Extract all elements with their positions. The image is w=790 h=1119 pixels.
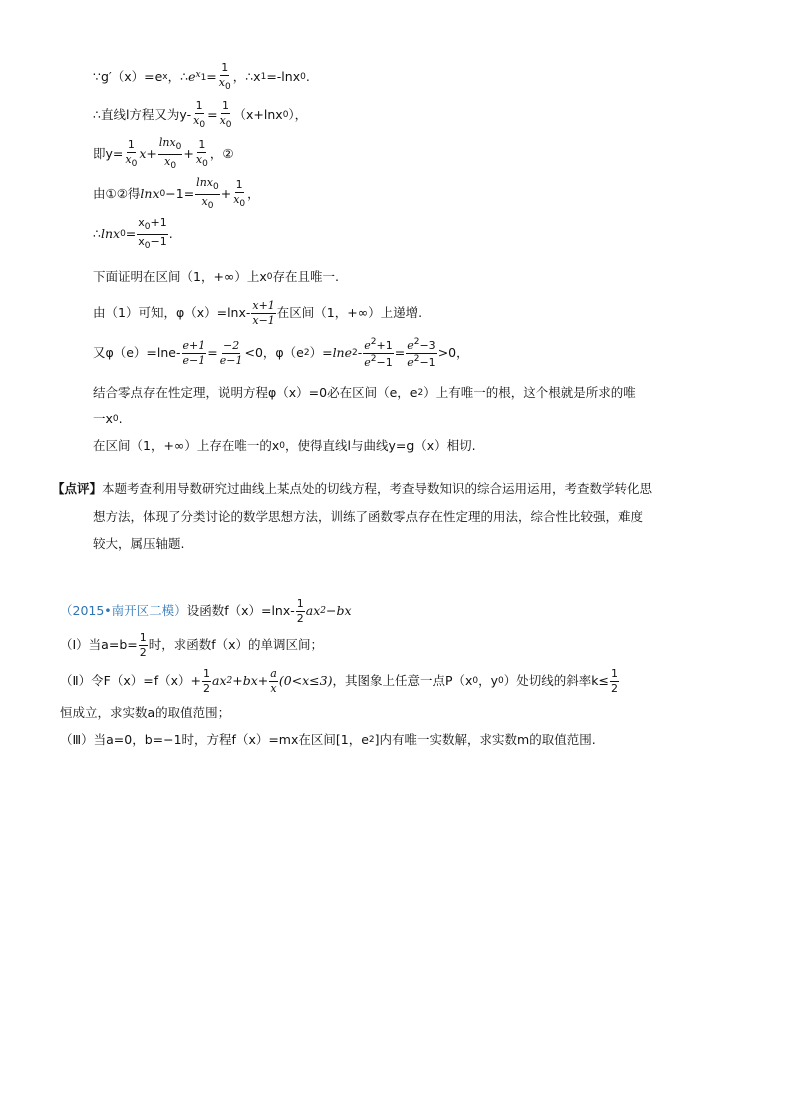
fraction: $\frac{-2}{e-1}$ [219,338,243,367]
fraction: $\frac{\ln x_0}{x_0}$ [196,176,219,211]
solution-line-4: 由①②得 lnx 0 −1= $\frac{\ln x_0}{x_0}$ + $\frac{1}{x_0}$ ， [93,176,260,211]
fraction: $\frac{1}{2}$ [203,666,210,695]
problem-part-1: （Ⅰ）当a=b= $\frac{1}{2}$ 时，求函数f（x）的单调区间； [60,630,324,659]
solution-line-7: 由（1）可知，φ（x）=lnx- $\frac{x+1}{x-1}$ 在区间（1，+∞）上递增. [93,298,423,327]
fraction: $\frac{e^2-3}{e^2-1}$ [407,336,436,369]
fraction: $\frac{x+1}{x-1}$ [252,298,275,327]
fraction: $\frac{1}{x_0}$ [219,99,232,130]
fraction: $\frac{x_0+1}{x_0-1}$ [138,216,167,251]
solution-line-6: 下面证明在区间（1，+∞）上x 0 存在且唯一. [93,268,339,284]
fraction: $\frac{1}{2}$ [611,666,618,695]
problem-part-2: （Ⅱ）令F（x）=f（x）+ $\frac{1}{2}$ ax 2 +bx+ $\frac{a}{x}$ (0<x≤3) ，其图象上任意一点P（x 0 ，y 0 ）处切线的斜率k≤ $\frac{1}{2}$ [60,666,618,695]
fraction: $\frac{1}{x_0}$ [218,61,231,92]
problem-source[interactable]: （2015•南开区二模） [60,602,187,618]
solution-line-8: 又φ（e）=lne- $\frac{e+1}{e-1}$ = $\frac{-2}{e-1}$ <0，φ（e 2 ）= lne 2 - $\frac{e^2+1}{e^2-1}$ = $\frac{e^2-3}{e^2-1}$ >0， [93,336,469,369]
solution-line-10: 一x 0 . [93,410,123,426]
fraction: $\frac{1}{x_0}$ [193,99,206,130]
solution-line-3: 即y= $\frac{1}{x_0}$ x+ $\frac{\ln x_0}{x_0}$ + $\frac{1}{x_0}$ ，② [93,136,234,171]
fraction: $\frac{1}{x_0}$ [233,178,246,209]
fraction: $\frac{1}{x_0}$ [125,138,138,169]
solution-line-2: ∴直线l方程又为y- $\frac{1}{x_0}$ = $\frac{1}{x_0}$ （x+lnx 0 ）， [93,99,308,130]
comment-line-3: 较大，属压轴题. [93,535,185,551]
fraction: $\frac{e^2+1}{e^2-1}$ [364,336,393,369]
fraction: $\frac{1}{2}$ [139,630,147,659]
problem-part-3: （Ⅲ）当a=0，b=−1时，方程f（x）=mx在区间[1，e 2 ]内有唯一实数解，求实数m的取值范围. [60,731,596,747]
fraction: $\frac{1}{2}$ [296,596,304,625]
fraction: $\frac{1}{x_0}$ [195,138,208,169]
fraction: $\frac{\ln x_0}{x_0}$ [158,136,182,171]
comment-label: 【点评】 [52,480,103,496]
comment-line-2: 想方法，体现了分类讨论的数学思想方法，训练了函数零点存在性定理的用法，综合性比较强，难度 [93,508,644,524]
solution-line-11: 在区间（1，+∞）上存在唯一的x 0 ，使得直线l与曲线y=g（x）相切. [93,437,476,453]
solution-line-9: 结合零点存在性定理，说明方程φ（x）=0必在区间（e，e 2 ）上有唯一的根，这个根就是所求的唯 [93,384,636,400]
comment-line-1: 【点评】 本题考查利用导数研究过曲线上某点处的切线方程，考查导数知识的综合运用运用，考查数学转化思 [52,480,653,496]
problem-part-2-cont: 恒成立，求实数a的取值范围； [60,704,231,720]
fraction: $\frac{e+1}{e-1}$ [182,338,206,367]
solution-line-1: ∵g′（x）=e x ，∴ e $x_1$ = $\frac{1}{x_0}$ ，∴x 1 =-lnx 0 . [93,61,310,92]
fraction: $\frac{a}{x}$ [270,666,277,695]
solution-line-5: ∴ lnx 0 = $\frac{x_0+1}{x_0-1}$ . [93,216,173,251]
problem-stem: （2015•南开区二模） 设函数f（x）=lnx- $\frac{1}{2}$ ax 2 −bx [60,596,352,625]
